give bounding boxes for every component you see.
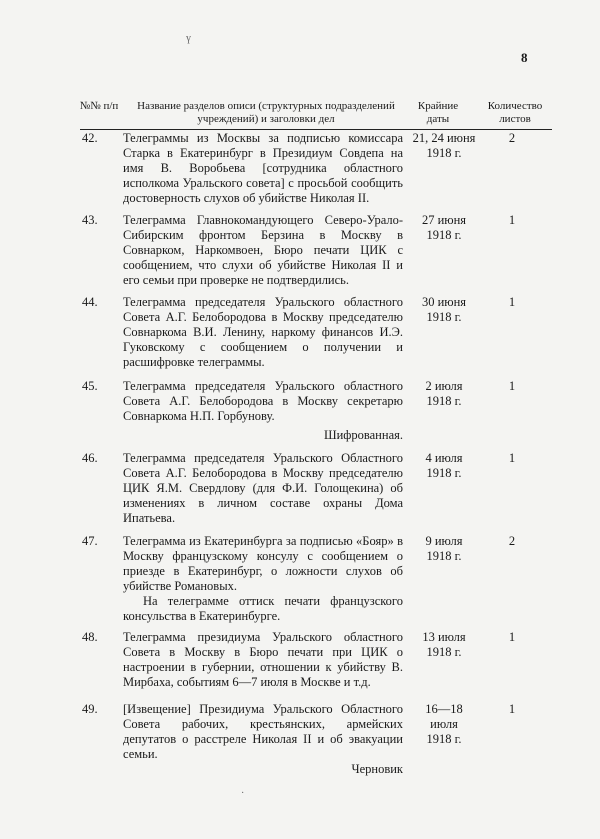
entry-description-text: Телеграмма председателя Уральского областного Совета А.Г. Белобородова в Москву секретарю Совнаркома Н.П. Горбунову. [123, 379, 403, 423]
entry-dates [406, 534, 482, 564]
entry-description-text: [Извещение] Президиума Уральского Областного Совета рабочих, крестьянских, армейских депутатов о расстреле Николая II и об эвакуации семьи. [123, 702, 403, 761]
entry-description-text: Телеграмма председателя Уральского областного Совета А.Г. Белобородова в Москву председателю Совнаркома В.И. Ленину, наркому финансов И.Э. Гуковскому с сообщением о получении и расшифровке телеграммы. [123, 295, 403, 369]
entry-dates-line: 1918 г. [426, 310, 462, 324]
entry-sheet-count: 2 [508, 534, 516, 548]
entry-dates-line: 1918 г. [426, 549, 462, 563]
entry-number: 43. [82, 213, 98, 227]
entry-description [123, 534, 403, 624]
entry-number: 42. [82, 131, 98, 145]
entry-description-text: Телеграммы из Москвы за подписью комиссара Старка в Екатеринбург в Президиум Совдепа на имя В. Воробьева [сотрудника областного исполкома Уральского совета] с просьбой сообщить достоверность слухов об убийстве Николая II. [123, 131, 403, 205]
entry-dates [406, 295, 482, 325]
entry-dates-line: июля [430, 717, 458, 731]
entry-number: 44. [82, 295, 98, 309]
entry-dates-line: 1918 г. [426, 732, 462, 746]
entry-sheet-count: 2 [508, 131, 516, 145]
entry-description [123, 702, 403, 777]
pen-mark: ү [186, 33, 191, 44]
header-divider [80, 129, 552, 130]
entry-dates-line: 21, 24 июня [412, 131, 476, 145]
entry-description-text: Телеграмма из Екатеринбурга за подписью «Бояр» в Москву французскому консулу с сообщением о приезде в Екатеринбург, о ложности слухов об убийстве Романовых. [123, 534, 403, 593]
header-dates: Крайние даты [417, 100, 459, 125]
entry-note: Черновик [351, 762, 403, 776]
entry-description [123, 131, 403, 206]
entry-description [123, 213, 403, 288]
entry-dates-line: 1918 г. [426, 466, 462, 480]
entry-description-text: Телеграмма Главнокомандующего Северо-Урало-Сибирским фронтом Берзина в Москву в Совнарком, Наркомвоен, Бюро печати ЦИК с сообщением, что слухи об убийстве Николая II и его семьи при проверке не подтвердились. [123, 213, 403, 287]
entry-sheet-count: 1 [508, 379, 516, 393]
entry-description [123, 379, 403, 443]
entry-sheet-count: 1 [508, 702, 516, 716]
entry-number: 49. [82, 702, 98, 716]
entry-number: 48. [82, 630, 98, 644]
entry-dates [406, 213, 482, 243]
entry-sheet-count: 1 [508, 213, 516, 227]
entry-dates [406, 630, 482, 660]
entry-number: 47. [82, 534, 98, 548]
header-num: №№ п/п [79, 100, 119, 112]
entry-number: 45. [82, 379, 98, 393]
entry-dates-line: 13 июля [422, 630, 466, 644]
entry-dates-line: 1918 г. [426, 394, 462, 408]
entry-dates-line: 2 июля [425, 379, 463, 393]
entry-note: Шифрованная. [324, 428, 403, 442]
entry-dates [406, 451, 482, 481]
entry-dates-line: 1918 г. [426, 645, 462, 659]
table-header [0, 100, 600, 130]
entry-dates-line: 30 июня [421, 295, 467, 309]
header-title: Название разделов описи (структурных подразделений учреждений) и заголовки дел [137, 100, 395, 125]
entry-sheet-count: 1 [508, 295, 516, 309]
dot-mark: · [241, 788, 245, 799]
entry-dates [406, 379, 482, 409]
entry-description-text: Телеграмма председателя Уральского Областного Совета А.Г. Белобородова в Москву председателю ЦИК Я.М. Свердлову (для Ф.И. Голощекина) об изменениях в личном составе охраны Дома Ипатьева. [123, 451, 403, 525]
entry-dates-line: 4 июля [425, 451, 463, 465]
entry-dates-line: 1918 г. [426, 228, 462, 242]
entry-number: 46. [82, 451, 98, 465]
entry-description-text: Телеграмма президиума Уральского областного Совета в Москву в Бюро печати при ЦИК о настроении в губернии, отношении к убийству В. Мирбаха, событиям 6—7 июля в Москве и т.д. [123, 630, 403, 689]
entry-dates-line: 16—18 [425, 702, 463, 716]
page-number: 8 [521, 50, 528, 65]
entry-dates [406, 131, 482, 161]
entry-sheet-count: 1 [508, 630, 516, 644]
entry-sheet-count: 1 [508, 451, 516, 465]
entry-dates [406, 702, 482, 747]
entry-dates-line: 27 июня [421, 213, 467, 227]
entry-description [123, 630, 403, 690]
entry-dates-line: 1918 г. [426, 146, 462, 160]
entry-dates-line: 9 июля [425, 534, 463, 548]
entry-note: На телеграмме оттиск печати французского консульства в Екатеринбурге. [123, 594, 403, 623]
entry-description [123, 451, 403, 526]
header-count: Количество листов [487, 100, 543, 125]
entry-description [123, 295, 403, 370]
